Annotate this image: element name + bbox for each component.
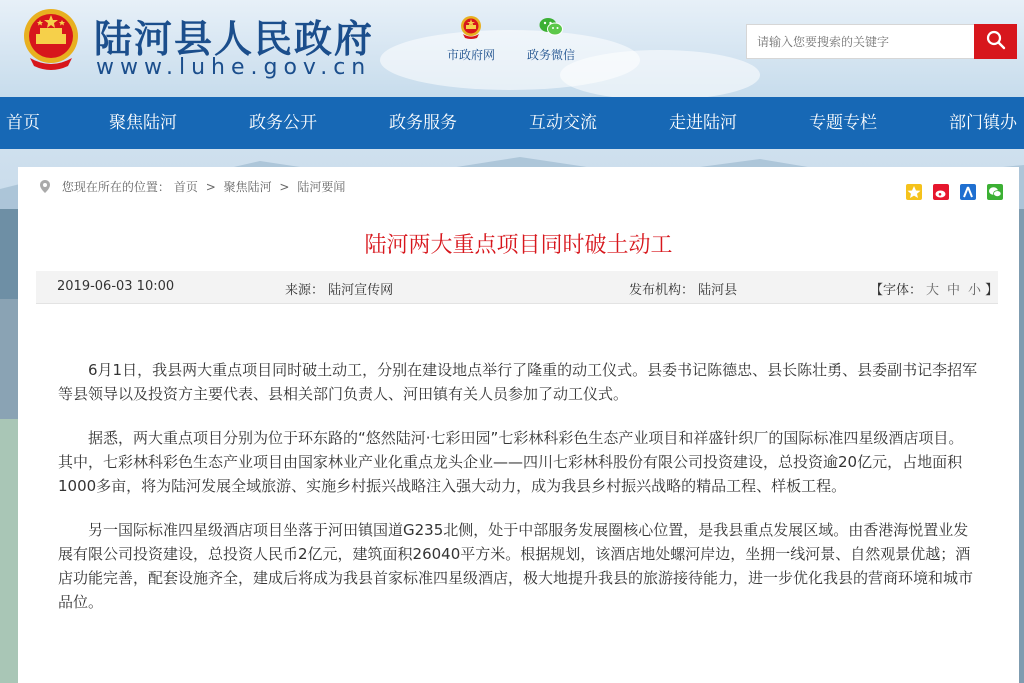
nav-item-focus[interactable]: 聚焦陆河 (109, 113, 177, 133)
wechat-link[interactable] (516, 14, 586, 63)
site-title[interactable]: 陆河县人民政府 (94, 16, 375, 61)
breadcrumb (40, 178, 349, 195)
font-size-medium[interactable]: 中 (947, 283, 961, 298)
breadcrumb-home[interactable]: 首页 (173, 180, 198, 194)
publisher-label: 发布机构： (629, 283, 695, 298)
article-paragraph: 据悉，两大重点项目分别为位于环东路的“悠然陆河·七彩田园”七彩林科彩色生态产业项目和祥盛针织厂的国际标准四星级酒店项目。其中，七彩林科彩色生态产业项目由国家林业产业化重点龙头企业——四川七彩林科股份有限公司投资建设，总投资逾20亿元，占地面积1000多亩，将为陆河发展全域旅游、实施乡村振兴战略注入强大动力，成为我县乡村振兴战略的精品工程、样板工程。 (58, 429, 964, 495)
font-size-label: 【字体： (870, 283, 923, 298)
city-gov-label: 市政府网 (446, 48, 495, 62)
article-body (58, 358, 978, 634)
site-url: www.luhe.gov.cn (96, 55, 372, 80)
breadcrumb-focus[interactable]: 聚焦陆河 (223, 180, 272, 194)
wechat-icon (538, 14, 564, 40)
publisher-value: 陆河县 (698, 283, 738, 298)
search-input[interactable] (746, 24, 974, 59)
article-paragraph: 6月1日，我县两大重点项目同时破土动工，分别在建设地点举行了隆重的动工仪式。县委书记陈德忠、县长陈壮勇、县委副书记李招军等县领导以及投资方主要代表、县相关部门负责人、河田镇有关人员参加了动工仪式。 (58, 361, 978, 403)
font-size-close: 】 (985, 283, 999, 298)
source-value: 陆河宣传网 (328, 283, 394, 298)
search-button[interactable] (974, 24, 1017, 59)
search-icon (986, 30, 1006, 50)
qzone-icon[interactable] (906, 184, 922, 200)
nav-item-interaction[interactable]: 互动交流 (529, 113, 597, 133)
site-header (0, 0, 1024, 97)
article-paragraph: 另一国际标准四星级酒店项目坐落于河田镇国道G235北侧，处于中部服务发展圈核心位置，是我县重点发展区域。由香港海悦置业发展有限公司投资建设，总投资人民币2亿元，建筑面积26040平方米。根据规划，该酒店地处螺河岸边，坐拥一线河景、自然观景优越；酒店功能完善，配套设施齐全，建成后将成为我县首家标准四星级酒店，极大地提升我县的旅游接待能力，进一步优化我县的营商环境和城市品位。 (58, 521, 974, 611)
main-nav (0, 97, 1024, 149)
font-size-small[interactable]: 小 (968, 283, 982, 298)
breadcrumb-prefix: 您现在所在的位置： (61, 180, 170, 194)
emblem-icon (458, 14, 484, 40)
renren-icon[interactable] (960, 184, 976, 200)
article-meta-bar (36, 271, 998, 304)
nav-item-gov-affairs[interactable]: 政务公开 (249, 113, 317, 133)
font-size-control (870, 279, 998, 298)
source-label: 来源： (285, 283, 325, 298)
publisher-info (629, 279, 737, 298)
wechat-label: 政务微信 (526, 48, 575, 62)
source-info (285, 279, 393, 298)
breadcrumb-separator: > (205, 180, 216, 194)
wechat-share-icon[interactable] (987, 184, 1003, 200)
breadcrumb-separator: > (279, 180, 290, 194)
nav-item-about[interactable]: 走进陆河 (669, 113, 737, 133)
nav-item-special[interactable]: 专题专栏 (809, 113, 877, 133)
publish-date: 2019-06-03 10:00 (57, 279, 175, 294)
font-size-large[interactable]: 大 (926, 283, 940, 298)
share-bar (906, 184, 1009, 200)
weibo-icon[interactable] (933, 184, 949, 200)
location-pin-icon (40, 180, 50, 193)
national-emblem-icon[interactable] (18, 6, 84, 74)
nav-item-departments[interactable]: 部门镇办 (949, 113, 1017, 133)
nav-item-home[interactable]: 首页 (6, 113, 40, 133)
article-title: 陆河两大重点项目同时破土动工 (364, 233, 673, 258)
header-cloud (560, 50, 760, 97)
breadcrumb-news[interactable]: 陆河要闻 (297, 180, 346, 194)
nav-item-gov-services[interactable]: 政务服务 (389, 113, 457, 133)
city-gov-link[interactable] (436, 14, 506, 63)
